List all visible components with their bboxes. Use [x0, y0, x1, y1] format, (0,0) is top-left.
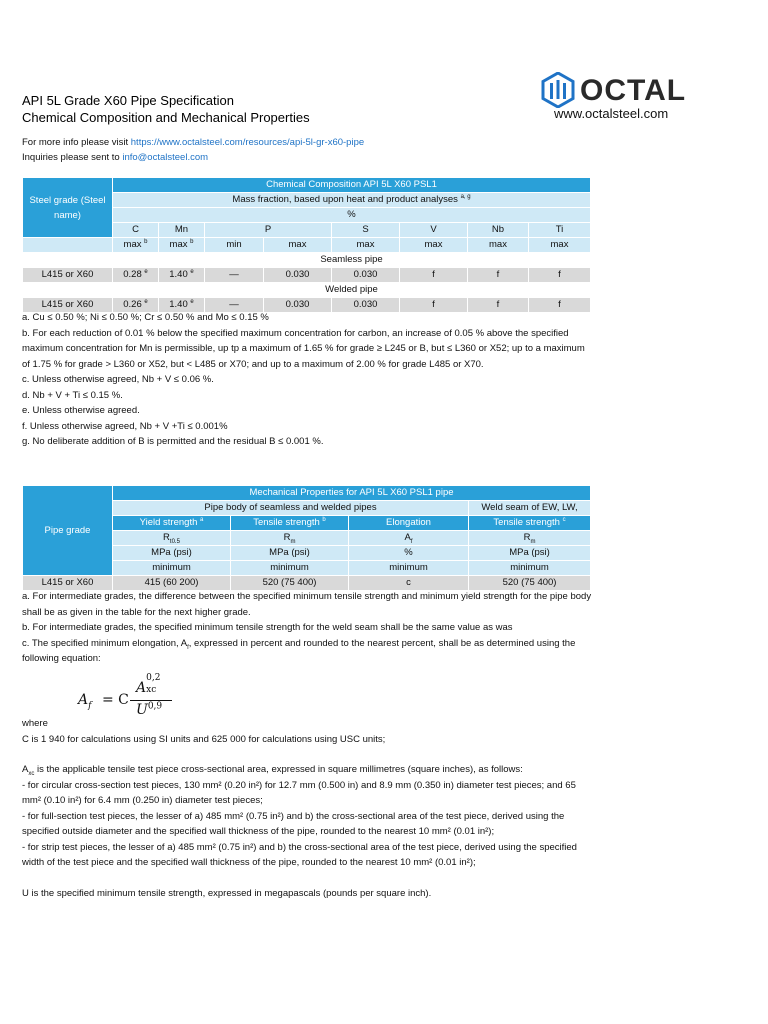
elongation-header: Elongation [349, 516, 469, 531]
bullet-strip: - for strip test pieces, the lesser of a) 485 mm² (0.75 in²) and b) the cross-sectional area of the test piece, derived using the specified width of the test piece and the specified wall thickness of the pipe, rounded to the nearest 10 mm² (0.01 in²); [22, 841, 577, 868]
note-item: b. For intermediate grades, the specified minimum tensile strength for the weld seam shall be the same value as was [22, 622, 513, 633]
unit-header: % [113, 208, 591, 223]
value-cell: 1.40 $^e$ [159, 298, 205, 313]
spacer [22, 871, 592, 886]
limit-cell: max $^b$ [113, 238, 159, 253]
note-item: a. For intermediate grades, the difference between the specified minimum tensile strength and minimum yield strength for the pipe body shall be as given in the table for the next higher grade. [22, 591, 592, 618]
value-cell: — [205, 298, 264, 313]
chemical-composition-table [22, 177, 591, 313]
table-row [23, 268, 591, 283]
symbol-cell: $R_m$ [231, 531, 349, 546]
note-item: e. Unless otherwise agreed. [22, 405, 140, 416]
value-cell: 0.26 $^e$ [113, 298, 159, 313]
pipe-body-header: Pipe body of seamless and welded pipes [113, 501, 469, 516]
grade-cell: L415 or X60 [23, 268, 113, 283]
limit-cell: min [205, 238, 264, 253]
inquiry-line [22, 150, 364, 165]
inquiry-prefix: Inquiries please sent to [22, 152, 123, 163]
mechanical-notes [22, 589, 592, 667]
note-item: g. No deliberate addition of B is permitted and the residual B ≤ 0.001 %. [22, 436, 324, 447]
value-cell: 520 (75 400) [231, 576, 349, 591]
limit-cell: max [400, 238, 468, 253]
unit-cell: MPa (psi) [231, 546, 349, 561]
section-spacer [23, 283, 113, 298]
value-cell: c [349, 576, 469, 591]
title-line-1: API 5L Grade X60 Pipe Specification [22, 93, 234, 108]
formula-denominator: U$^{0,9}$ [136, 701, 163, 718]
value-cell: 0.030 [332, 268, 400, 283]
element-s: S [332, 223, 400, 238]
limit-cell: max [332, 238, 400, 253]
element-ti: Ti [529, 223, 591, 238]
grade-cell: L415 or X60 [23, 298, 113, 313]
value-cell: 0.030 [264, 298, 332, 313]
page-title [22, 92, 310, 126]
title-line-2: Chemical Composition and Mechanical Properties [22, 110, 310, 125]
limit-cell: max [468, 238, 529, 253]
value-cell: f [529, 298, 591, 313]
unit-cell: % [349, 546, 469, 561]
value-cell: f [468, 298, 529, 313]
formula-eq: = C [102, 692, 129, 708]
bullet-full-section: - for full-section test pieces, the lesser of a) 485 mm² (0.75 in²) and b) the cross-sectional area of the test piece, derived using the specified outside diameter and the specified wall thickness of the pipe, rounded to the nearest 10 mm² (0.01 in²); [22, 810, 565, 837]
minimum-cell: minimum [231, 561, 349, 576]
steel-grade-header: Steel grade (Steel name) [23, 178, 113, 238]
value-cell: 415 (60 200) [113, 576, 231, 591]
value-cell: f [529, 268, 591, 283]
mechanical-properties-table [22, 485, 591, 591]
formula-lhs: $A_f$ [78, 692, 92, 711]
symbol-cell: $R_{t0.5}$ [113, 531, 231, 546]
visit-prefix: For more info please visit [22, 137, 131, 148]
logo-url: www.octalsteel.com [554, 106, 669, 121]
note-item: c. Unless otherwise agreed, Nb + V ≤ 0.06 %. [22, 374, 214, 385]
limit-spacer [23, 238, 113, 253]
spacer [22, 747, 592, 762]
contact-info [22, 135, 364, 165]
element-p: P [205, 223, 332, 238]
element-nb: Nb [468, 223, 529, 238]
value-cell: f [400, 268, 468, 283]
chem-table-title: Chemical Composition API 5L X60 PSL1 [113, 178, 591, 193]
note-item: d. Nb + V + Ti ≤ 0.15 %. [22, 389, 123, 401]
bullet-circular: - for circular cross-section test pieces, 130 mm² (0.20 in²) for 12.7 mm (0.500 in) and 8.9 mm (0.350 in) diameter test pieces; and 65 mm² (0.10 in²) for 6.4 mm (0.250 in) diameter test pieces; [22, 779, 576, 806]
symbol-cell: $R_m$ [469, 531, 591, 546]
c-definition: C is 1 940 for calculations using SI units and 625 000 for calculations using USC units; [22, 733, 386, 745]
symbol-cell: $A_f$ [349, 531, 469, 546]
note-item: a. Cu ≤ 0.50 %; Ni ≤ 0.50 %; Cr ≤ 0.50 % and Mo ≤ 0.15 % [22, 312, 269, 323]
value-cell: — [205, 268, 264, 283]
section-seamless: Seamless pipe [113, 253, 591, 268]
logo-wordmark: OCTAL [580, 74, 687, 107]
minimum-cell: minimum [113, 561, 231, 576]
axc-definition: $A_{xc}$ is the applicable tensile test piece cross-sectional area, expressed in square millimetres (square inches), as follows: [22, 764, 523, 777]
tensile-strength-header: Tensile strength $^b$ [231, 516, 349, 531]
note-item: b. For each reduction of 0.01 % below the specified maximum concentration for carbon, an increase of 0.05 % above the specified maximum concentration for Mn is permissible, up tp a maximum of 1.65 % for grade ≥ L245 or B, but ≤ L360 or X52; up to a maximum of 1.75 % for grade > L360 or X52, but < L485 or X70; and up to a maximum of 2.00 % for grade L485 or X70. [22, 327, 585, 370]
visit-line [22, 135, 364, 150]
value-cell: 0.030 [332, 298, 400, 313]
inquiry-email-link[interactable]: info@octalsteel.com [122, 152, 209, 163]
section-spacer [23, 253, 113, 268]
element-c: C [113, 223, 159, 238]
value-cell: 1.40 $^e$ [159, 268, 205, 283]
chemical-notes [22, 310, 592, 450]
minimum-cell: minimum [469, 561, 591, 576]
grade-cell: L415 or X60 [23, 576, 113, 591]
visit-link[interactable]: https://www.octalsteel.com/resources/api-5l-gr-x60-pipe [130, 137, 365, 148]
mech-table-title: Mechanical Properties for API 5L X60 PSL1 pipe [113, 486, 591, 501]
unit-cell: MPa (psi) [113, 546, 231, 561]
value-cell: 0.030 [264, 268, 332, 283]
element-v: V [400, 223, 468, 238]
minimum-cell: minimum [349, 561, 469, 576]
pipe-grade-header: Pipe grade [23, 486, 113, 576]
elongation-formula [78, 673, 188, 720]
octal-logo-icon [540, 72, 576, 108]
formula-numerator: A 0,2 xc [136, 673, 161, 696]
weld-tensile-header: Tensile strength $^c$ [469, 516, 591, 531]
formula-definitions [22, 716, 592, 901]
mass-fraction-header: Mass fraction, based upon heat and product analyses $^{a, g}$ [113, 193, 591, 208]
value-cell: f [400, 298, 468, 313]
value-cell: 520 (75 400) [469, 576, 591, 591]
limit-cell: max [529, 238, 591, 253]
limit-cell: max $^b$ [159, 238, 205, 253]
section-welded: Welded pipe [113, 283, 591, 298]
value-cell: 0.28 $^e$ [113, 268, 159, 283]
unit-cell: MPa (psi) [469, 546, 591, 561]
element-mn: Mn [159, 223, 205, 238]
yield-strength-header: Yield strength $^a$ [113, 516, 231, 531]
where-label: where [22, 718, 48, 729]
note-item: f. Unless otherwise agreed, Nb + V +Ti ≤ 0.001% [22, 420, 228, 432]
note-item: c. The specified minimum elongation, $A_f$, expressed in percent and rounded to the nearest percent, shall be as determined using the following equation: [22, 637, 576, 664]
limit-cell: max [264, 238, 332, 253]
octal-logo [540, 72, 710, 124]
weld-seam-header: Weld seam of EW, LW, [469, 501, 591, 516]
u-definition: U is the specified minimum tensile strength, expressed in megapascals (pounds per square inch). [22, 887, 432, 899]
value-cell: f [468, 268, 529, 283]
